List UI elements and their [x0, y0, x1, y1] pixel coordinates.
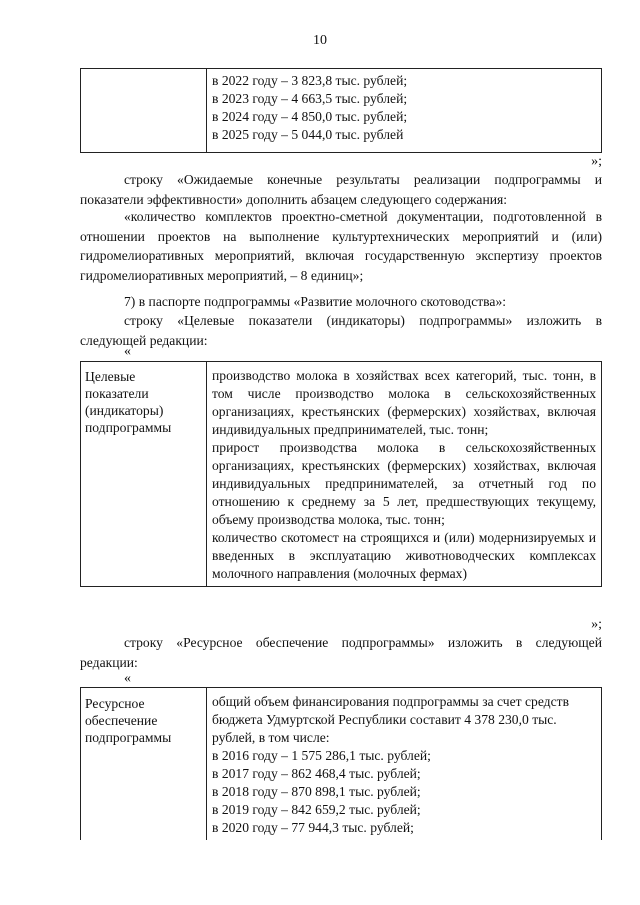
year-line: в 2024 году – 4 850,0 тыс. рублей;: [212, 109, 408, 124]
paragraph-expected-results: строку «Ожидаемые конечные результаты реализации подпрограммы и показатели эффективности» дополнить абзацем следующего содержания:: [80, 172, 602, 207]
year-line: в 2018 году – 870 898,1 тыс. рублей;: [212, 784, 421, 799]
year-line: в 2023 году – 4 663,5 тыс. рублей;: [212, 91, 408, 106]
indicator-item: количество скотомест на строящихся и (или) модернизируемых и введенных в эксплуатацию животноводческих комплексах молочного направления (молочных фермах): [212, 530, 596, 581]
page-number: 10: [313, 33, 327, 48]
indicator-item: производство молока в хозяйствах всех категорий, тыс. тонн, в том числе производство молока в сельскохозяйственных организациях, крестьянских (фермерских) хозяйствах, включая индивидуальных предпринимателей, тыс. тонн;: [212, 368, 596, 437]
table-row: [80, 687, 602, 840]
closing-quote: »;: [591, 617, 602, 632]
indicator-item: прирост производства молока в сельскохозяйственных организациях, крестьянских (фермерских) хозяйствах, включая индивидуальных предпринимателей, за отчетный год по отношению к среднему за 5 лет, предшествующих текущему, объему производства молока, тыс. тонн;: [212, 440, 596, 527]
year-line: в 2020 году – 77 944,3 тыс. рублей;: [212, 820, 414, 835]
closing-quote: »;: [591, 154, 602, 169]
table-cell-right: [206, 69, 602, 153]
opening-quote: «: [124, 344, 131, 359]
target-indicators-table: [80, 361, 602, 587]
table-cell-left: [80, 69, 206, 153]
table-row: [80, 68, 602, 153]
year-line: в 2016 году – 1 575 286,1 тыс. рублей;: [212, 748, 431, 763]
financing-cell: [206, 688, 602, 840]
year-line: в 2022 году – 3 823,8 тыс. рублей;: [212, 73, 408, 88]
financing-intro: общий объем финансирования подпрограммы за счет средств бюджета Удмуртской Республики составит 4 378 230,0 тыс. рублей, в том числе:: [212, 694, 569, 745]
year-line: в 2025 году – 5 044,0 тыс. рублей: [212, 127, 404, 142]
table-row: [80, 361, 602, 587]
paragraph-target-indicators: строку «Целевые показатели (индикаторы) подпрограммы» изложить в следующей редакции:: [80, 313, 602, 348]
paragraph-resource-provision: строку «Ресурсное обеспечение подпрограммы» изложить в следующей редакции:: [80, 635, 602, 670]
indicators-cell: [206, 362, 602, 587]
row-label: Ресурсное обеспечение подпрограммы: [80, 688, 206, 840]
row-label: Целевые показатели (индикаторы) подпрограммы: [80, 362, 206, 587]
financing-table-continuation: [80, 68, 602, 153]
year-line: в 2017 году – 862 468,4 тыс. рублей;: [212, 766, 421, 781]
paragraph-item-7: 7) в паспорте подпрограммы «Развитие молочного скотоводства»:: [124, 294, 507, 309]
year-line: в 2019 году – 842 659,2 тыс. рублей;: [212, 802, 421, 817]
paragraph-quote-count: «количество комплектов проектно-сметной документации, подготовленной в отношении проектов на выполнение культуртехнических мероприятий и (или) гидромелиоративных мероприятий, включая государственную экспертизу проектов гидромелиоративных мероприятий, – 8 единиц»;: [80, 209, 602, 283]
resource-provision-table: [80, 687, 602, 840]
opening-quote: «: [124, 671, 131, 686]
